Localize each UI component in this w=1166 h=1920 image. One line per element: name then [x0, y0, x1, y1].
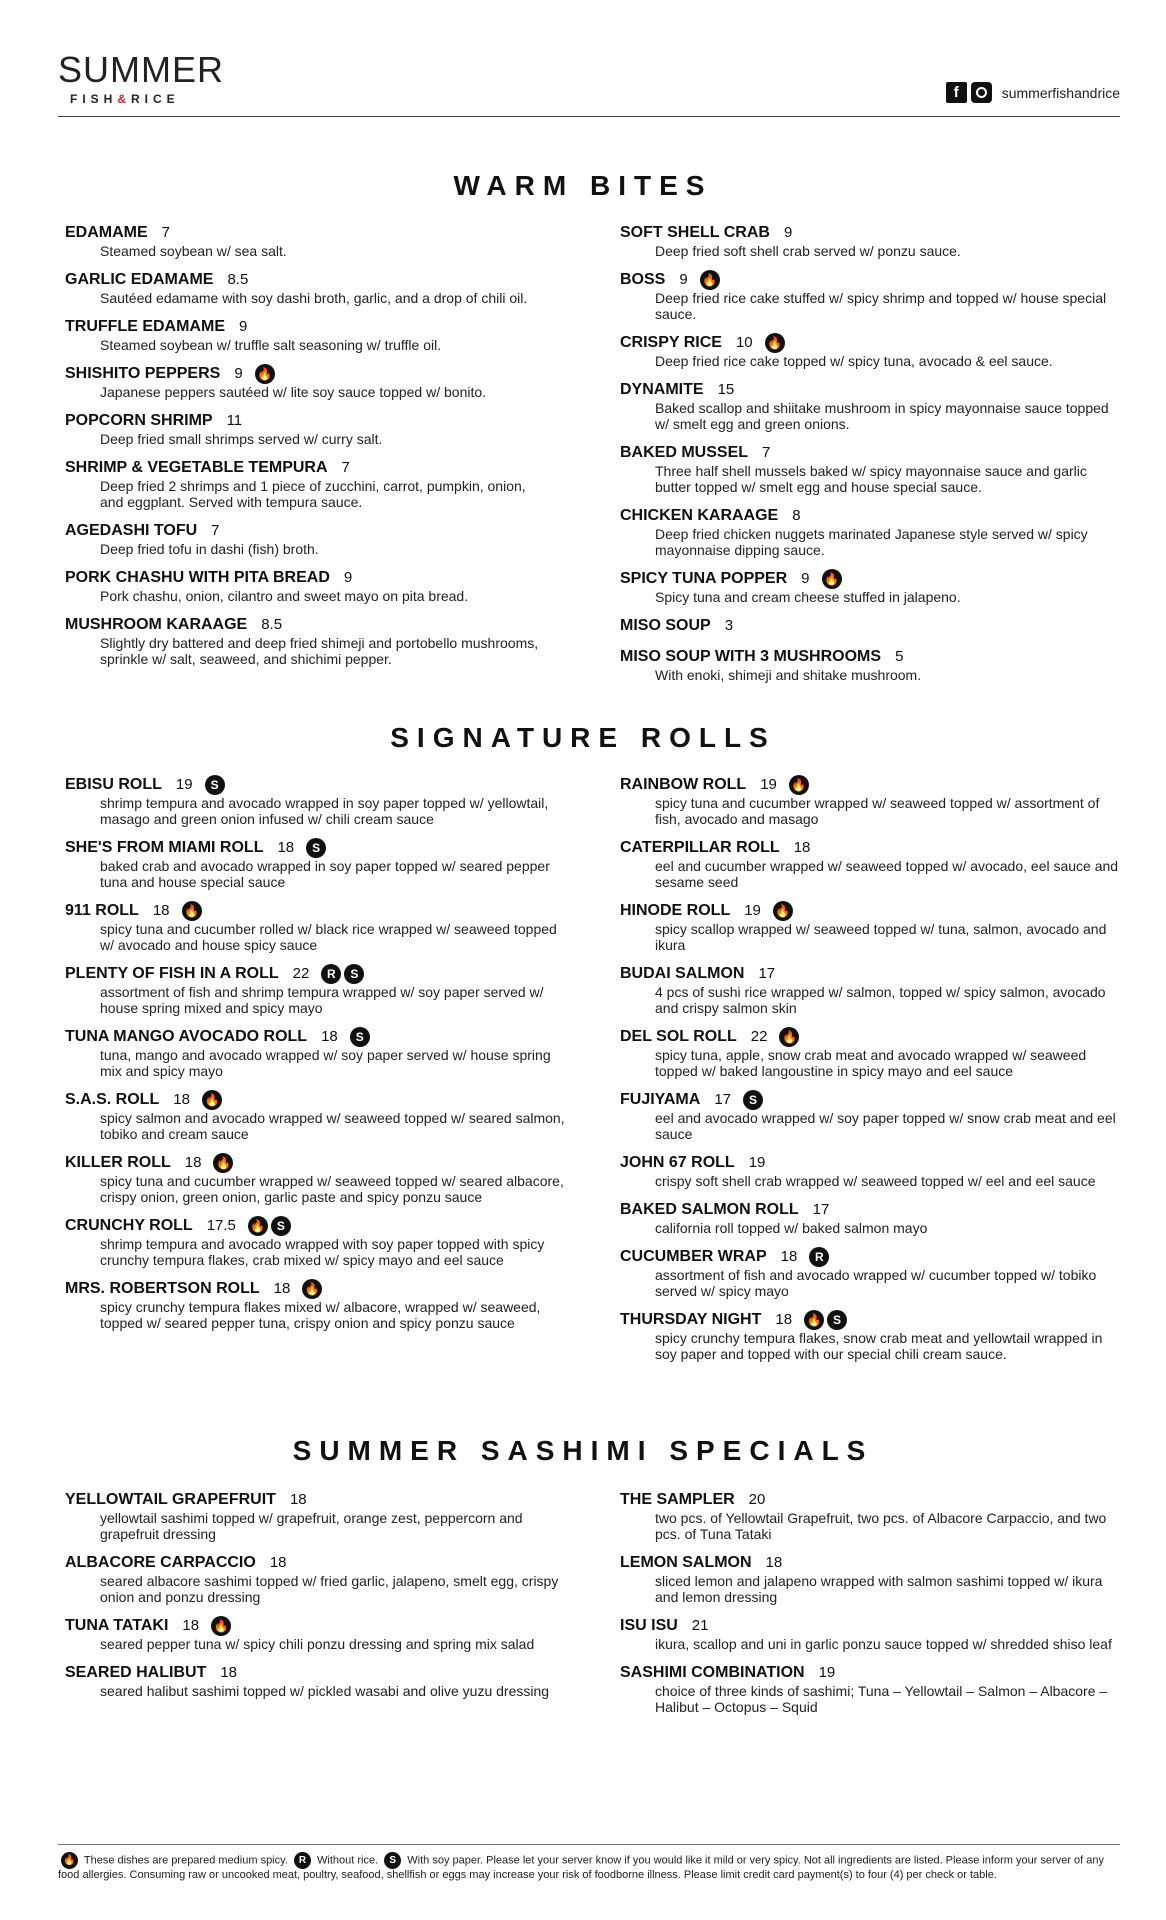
menu-item — [620, 838, 1120, 890]
menu-item-description: spicy crunchy tempura flakes mixed w/ albacore, wrapped w/ seaweed, topped w/ seared pepper tuna, crispy onion and spicy ponzu sauce — [100, 1299, 541, 1331]
menu-item-name: KILLER ROLL — [65, 1154, 171, 1171]
menu-item-description: Deep fried small shrimps served w/ curry salt. — [100, 431, 383, 447]
menu-item-description: Steamed soybean w/ truffle salt seasoning w/ truffle oil. — [100, 337, 442, 353]
menu-item-price: 9 — [783, 224, 793, 241]
menu-item-price: 8.5 — [227, 271, 249, 288]
soy-paper-icon: S — [344, 964, 364, 984]
menu-item-name: MRS. ROBERTSON ROLL — [65, 1280, 260, 1297]
menu-item-price: 18 — [775, 1311, 793, 1328]
menu-item-price: 22 — [292, 965, 310, 982]
menu-item-name: SEARED HALIBUT — [65, 1664, 207, 1681]
menu-item — [620, 1153, 1120, 1189]
soy-paper-icon: S — [743, 1090, 763, 1110]
menu-item-description: assortment of fish and avocado wrapped w/ cucumber topped w/ tobiko served w/ spicy mayo — [655, 1267, 1097, 1299]
menu-item — [620, 569, 1120, 605]
menu-item-description: california roll topped w/ baked salmon mayo — [655, 1220, 928, 1236]
spicy-icon: 🔥 — [182, 901, 202, 921]
spicy-icon: 🔥 — [61, 1852, 78, 1869]
menu-item-name: SHE'S FROM MIAMI ROLL — [65, 839, 264, 856]
menu-item-name: AGEDASHI TOFU — [65, 522, 198, 539]
menu-item-description: spicy tuna, apple, snow crab meat and avocado wrapped w/ seaweed topped w/ baked langoustine in spicy mayo and eel sauce — [655, 1047, 1087, 1079]
menu-item-price: 19 — [818, 1664, 836, 1681]
menu-item-header — [620, 1553, 1120, 1573]
menu-header — [58, 50, 1120, 117]
menu-item-header — [620, 1663, 1120, 1683]
menu-item-description: crispy soft shell crab wrapped w/ seaweed topped w/ eel and eel sauce — [655, 1173, 1096, 1189]
menu-item-price: 18 — [173, 1091, 190, 1108]
menu-item-header — [65, 1616, 570, 1636]
menu-item-description: ikura, scallop and uni in garlic ponzu sauce topped w/ shredded shiso leaf — [655, 1636, 1112, 1652]
facebook-icon[interactable]: f — [946, 82, 967, 103]
menu-item-description: assortment of fish and shrimp tempura wrapped w/ soy paper served w/ house spring mixed and spicy mayo — [100, 984, 544, 1016]
menu-item-name: DEL SOL ROLL — [620, 1028, 737, 1045]
menu-item — [65, 1663, 570, 1699]
menu-item-description: 4 pcs of sushi rice wrapped w/ salmon, topped w/ spicy salmon, avocado and crispy salmon skin — [655, 984, 1106, 1016]
menu-item-price: 5 — [895, 648, 904, 665]
menu-item — [620, 443, 1120, 495]
no-rice-icon: R — [809, 1247, 829, 1267]
menu-item — [620, 1310, 1120, 1362]
menu-item-description: two pcs. of Yellowtail Grapefruit, two pcs. of Albacore Carpaccio, and two pcs. of Tuna Tataki — [655, 1510, 1107, 1542]
menu-item — [65, 1490, 570, 1542]
menu-item-name: SHRIMP & VEGETABLE TEMPURA — [65, 459, 328, 476]
menu-item-header — [65, 1027, 570, 1047]
signature-rolls-right-column — [620, 775, 1120, 1373]
signature-rolls-title: SIGNATURE ROLLS — [390, 722, 776, 753]
spicy-icon: 🔥 — [248, 1216, 268, 1236]
menu-item — [620, 1490, 1120, 1542]
spicy-icon: 🔥 — [202, 1090, 222, 1110]
menu-item-header — [620, 1027, 1120, 1047]
menu-item-header — [65, 317, 545, 337]
menu-item-description: Deep fried 2 shrimps and 1 piece of zucchini, carrot, pumpkin, onion, and eggplant. Served with tempura sauce. — [100, 478, 526, 510]
dietary-badges — [213, 1153, 233, 1173]
menu-item — [65, 411, 545, 447]
menu-item-name: S.A.S. ROLL — [65, 1091, 160, 1108]
menu-item-header — [620, 775, 1120, 795]
menu-item-description: With enoki, shimeji and shitake mushroom. — [655, 667, 922, 683]
menu-item-header — [65, 1153, 570, 1173]
menu-item-price: 19 — [175, 776, 193, 793]
menu-item-name: EDAMAME — [65, 224, 148, 241]
menu-item-header — [65, 458, 545, 478]
dietary-badges — [822, 569, 842, 589]
menu-item-price: 20 — [748, 1491, 766, 1508]
menu-item-name: JOHN 67 ROLL — [620, 1154, 735, 1171]
menu-item-header — [65, 364, 545, 384]
menu-item-price: 9 — [679, 271, 688, 288]
spicy-icon: 🔥 — [789, 775, 809, 795]
spicy-icon: 🔥 — [213, 1153, 233, 1173]
menu-item-description: spicy tuna and cucumber wrapped w/ seaweed topped w/ assortment of fish, avocado and masago — [655, 795, 1100, 827]
menu-item-description: sliced lemon and jalapeno wrapped with salmon sashimi topped w/ ikura and lemon dressing — [655, 1573, 1103, 1605]
menu-item — [65, 775, 570, 827]
menu-item-price: 7 — [762, 444, 771, 461]
dietary-badges — [350, 1027, 370, 1047]
dietary-badges — [248, 1216, 291, 1236]
menu-item-description: eel and avocado wrapped w/ soy paper topped w/ snow crab meat and eel sauce — [655, 1110, 1116, 1142]
spicy-icon: 🔥 — [765, 333, 785, 353]
menu-item — [620, 1090, 1120, 1142]
warm-bites-left-column — [65, 223, 545, 678]
menu-item-description: spicy crunchy tempura flakes, snow crab meat and yellowtail wrapped in soy paper and topped with our special chili cream sauce. — [655, 1330, 1103, 1362]
menu-item — [65, 901, 570, 953]
menu-item-name: POPCORN SHRIMP — [65, 412, 213, 429]
menu-item-name: BAKED MUSSEL — [620, 444, 749, 461]
menu-item-price: 17 — [758, 965, 776, 982]
logo-subtitle: FISH&RICE — [70, 92, 180, 106]
menu-item-description: Pork chashu, onion, cilantro and sweet mayo on pita bread. — [100, 588, 469, 604]
dietary-badges — [700, 270, 720, 290]
menu-item-header — [65, 223, 545, 243]
menu-item-description: Deep fried rice cake stuffed w/ spicy shrimp and topped w/ house special sauce. — [655, 290, 1107, 322]
instagram-icon[interactable] — [971, 82, 992, 103]
menu-item-price: 9 — [238, 318, 248, 335]
menu-item-price: 8 — [792, 507, 801, 524]
soy-paper-icon: S — [827, 1310, 847, 1330]
menu-item-name: BAKED SALMON ROLL — [620, 1201, 799, 1218]
menu-item-header — [65, 521, 545, 541]
menu-item-price: 18 — [321, 1028, 338, 1045]
menu-item-price: 22 — [750, 1028, 768, 1045]
menu-item-header — [620, 1616, 1120, 1636]
menu-item-header — [620, 1310, 1120, 1330]
menu-item-price: 18 — [152, 902, 170, 919]
sashimi-specials-left-column — [65, 1490, 570, 1710]
menu-item — [65, 964, 570, 1016]
dietary-badges — [804, 1310, 847, 1330]
menu-item-price: 17.5 — [206, 1217, 236, 1234]
menu-item-name: CUCUMBER WRAP — [620, 1248, 767, 1265]
menu-item — [65, 1553, 570, 1605]
menu-item — [65, 1279, 570, 1331]
menu-item — [65, 1027, 570, 1079]
menu-item — [620, 964, 1120, 1016]
dietary-badges — [743, 1090, 763, 1110]
no-rice-icon: R — [321, 964, 341, 984]
menu-item-header — [620, 1200, 1120, 1220]
menu-item-description: spicy salmon and avocado wrapped w/ seaweed topped w/ seared salmon, tobiko and cream sauce — [100, 1110, 565, 1142]
menu-item-header — [65, 615, 545, 635]
menu-item-header — [65, 964, 570, 984]
menu-item-header — [620, 1247, 1120, 1267]
menu-item-description: eel and cucumber wrapped w/ seaweed topped w/ avocado, eel sauce and sesame seed — [655, 858, 1119, 890]
spicy-icon: 🔥 — [302, 1279, 322, 1299]
menu-item-header — [620, 1153, 1120, 1173]
footer-divider — [58, 1844, 1120, 1845]
menu-item-price: 18 — [289, 1491, 307, 1508]
warm-bites-right-column — [620, 223, 1120, 694]
menu-item-description: Sautéed edamame with soy dashi broth, garlic, and a drop of chili oil. — [100, 290, 528, 306]
legend-soy-paper-text: With soy paper. Please let your server know if you would like it mild or very spicy. Not all ingredients are listed. Please inform your server of any food allergies. Consuming raw or uncooked meat, poultry, seafood, shellfish or eggs may increase your risk of foodborne illness. Please limit credit card payment(s) to four (4) per check or table. — [58, 1854, 1105, 1881]
menu-item-name: YELLOWTAIL GRAPEFRUIT — [65, 1491, 276, 1508]
legend-no-rice-text: Without rice. — [317, 1854, 379, 1867]
menu-item — [65, 364, 545, 400]
menu-item-name: FUJIYAMA — [620, 1091, 701, 1108]
dietary-badges — [773, 901, 793, 921]
menu-item — [65, 270, 545, 306]
menu-item-price: 9 — [343, 569, 353, 586]
menu-item-price: 19 — [760, 776, 777, 793]
menu-item-name: SHISHITO PEPPERS — [65, 365, 221, 382]
menu-item-header — [65, 901, 570, 921]
menu-item-header — [65, 1663, 570, 1683]
menu-item-price: 18 — [780, 1248, 798, 1265]
menu-item-price: 18 — [793, 839, 811, 856]
menu-item-description: Deep fried tofu in dashi (fish) broth. — [100, 541, 319, 557]
menu-item — [65, 1090, 570, 1142]
menu-item-description: Spicy tuna and cream cheese stuffed in jalapeno. — [655, 589, 961, 605]
menu-item-name: SPICY TUNA POPPER — [620, 570, 788, 587]
menu-item-description: seared pepper tuna w/ spicy chili ponzu dressing and spring mix salad — [100, 1636, 535, 1652]
menu-item-price: 19 — [748, 1154, 766, 1171]
dietary-badges — [809, 1247, 829, 1267]
menu-item-header — [620, 380, 1120, 400]
menu-item-price: 15 — [717, 381, 735, 398]
menu-item-price: 17 — [714, 1091, 731, 1108]
menu-item — [620, 1247, 1120, 1299]
menu-item-header — [620, 647, 1120, 667]
menu-item-header — [65, 411, 545, 431]
menu-item-name: DYNAMITE — [620, 381, 704, 398]
menu-item-header — [620, 333, 1120, 353]
spicy-icon: 🔥 — [779, 1027, 799, 1047]
menu-item-header — [620, 506, 1120, 526]
menu-item-header — [620, 270, 1120, 290]
menu-item — [65, 1616, 570, 1652]
sashimi-specials-title: SUMMER SASHIMI SPECIALS — [292, 1435, 874, 1466]
dietary-badges — [202, 1090, 222, 1110]
menu-item — [620, 1200, 1120, 1236]
menu-item-price: 7 — [161, 224, 171, 241]
dietary-badges — [779, 1027, 799, 1047]
spicy-icon: 🔥 — [700, 270, 720, 290]
menu-item — [620, 223, 1120, 259]
menu-item-description: Steamed soybean w/ sea salt. — [100, 243, 287, 259]
menu-item-price: 11 — [226, 412, 243, 429]
menu-item-price: 8.5 — [261, 616, 283, 633]
menu-item-price: 9 — [234, 365, 243, 382]
menu-item-name: EBISU ROLL — [65, 776, 162, 793]
menu-item-description: Deep fried soft shell crab served w/ ponzu sauce. — [655, 243, 961, 259]
menu-item — [65, 1153, 570, 1205]
menu-item-name: 911 ROLL — [65, 902, 139, 919]
menu-item — [65, 521, 545, 557]
menu-item — [620, 380, 1120, 432]
menu-item-description: shrimp tempura and avocado wrapped in soy paper topped w/ yellowtail, masago and green onion infused w/ chili cream sauce — [100, 795, 549, 827]
logo-wordmark: SUMMER — [58, 49, 224, 90]
menu-item — [620, 333, 1120, 369]
menu-item-name: CRISPY RICE — [620, 334, 722, 351]
menu-item-description: yellowtail sashimi topped w/ grapefruit, orange zest, peppercorn and grapefruit dressing — [100, 1510, 523, 1542]
menu-item — [620, 1553, 1120, 1605]
menu-item-name: HINODE ROLL — [620, 902, 731, 919]
menu-item-header — [620, 838, 1120, 858]
menu-item-name: PORK CHASHU WITH PITA BREAD — [65, 569, 330, 586]
menu-item-header — [620, 1090, 1120, 1110]
menu-item-name: GARLIC EDAMAME — [65, 271, 214, 288]
menu-item-description: Slightly dry battered and deep fried shimeji and portobello mushrooms, sprinkle w/ salt, seaweed, and shichimi pepper. — [100, 635, 539, 667]
menu-item-header — [620, 223, 1120, 243]
menu-item-price: 17 — [812, 1201, 830, 1218]
menu-item-price: 18 — [220, 1664, 238, 1681]
menu-item-price: 18 — [765, 1554, 783, 1571]
signature-rolls-left-column — [65, 775, 570, 1342]
menu-item — [620, 647, 1120, 683]
menu-item-description: spicy tuna and cucumber wrapped w/ seaweed topped w/ seared albacore, crispy onion, green onion, garlic paste and spicy ponzu sauce — [100, 1173, 564, 1205]
dietary-badges — [789, 775, 809, 795]
menu-item-description: tuna, mango and avocado wrapped w/ soy paper served w/ house spring mix and spicy mayo — [100, 1047, 551, 1079]
menu-item-description: Deep fried rice cake topped w/ spicy tuna, avocado & eel sauce. — [655, 353, 1053, 369]
menu-item-description: seared albacore sashimi topped w/ fried garlic, jalapeno, smelt egg, crispy onion and ponzu dressing — [100, 1573, 559, 1605]
menu-item-name: CHICKEN KARAAGE — [620, 507, 779, 524]
menu-item-header — [620, 1490, 1120, 1510]
soy-paper-icon: S — [271, 1216, 291, 1236]
menu-item-price: 9 — [801, 570, 810, 587]
menu-item-price: 7 — [211, 522, 220, 539]
legend-spicy-text: These dishes are prepared medium spicy. — [83, 1854, 288, 1867]
menu-item-description: Baked scallop and shiitake mushroom in spicy mayonnaise sauce topped w/ smelt egg and green onions. — [655, 400, 1109, 432]
footer-legend — [58, 1852, 1120, 1882]
soy-paper-icon: S — [384, 1852, 401, 1869]
dietary-badges — [321, 964, 364, 984]
menu-item-name: BOSS — [620, 271, 666, 288]
menu-item-header — [65, 1279, 570, 1299]
menu-item — [620, 775, 1120, 827]
spicy-icon: 🔥 — [804, 1310, 824, 1330]
menu-item-header — [65, 1553, 570, 1573]
menu-item-price: 18 — [184, 1154, 202, 1171]
menu-item — [65, 838, 570, 890]
menu-item-header — [620, 616, 1120, 636]
menu-item-header — [65, 838, 570, 858]
menu-item-price: 18 — [273, 1280, 291, 1297]
dietary-badges — [765, 333, 785, 353]
dietary-badges — [306, 838, 326, 858]
social-links — [946, 82, 1120, 103]
menu-item — [620, 616, 1120, 636]
menu-item-name: THE SAMPLER — [620, 1491, 735, 1508]
spicy-icon: 🔥 — [773, 901, 793, 921]
menu-item — [620, 1616, 1120, 1652]
menu-item-name: BUDAI SALMON — [620, 965, 745, 982]
menu-item — [620, 1027, 1120, 1079]
menu-item-price: 3 — [724, 617, 734, 634]
menu-item-header — [620, 964, 1120, 984]
menu-item-price: 21 — [691, 1617, 709, 1634]
menu-item-name: TUNA TATAKI — [65, 1617, 169, 1634]
menu-item — [65, 568, 545, 604]
menu-item-name: TRUFFLE EDAMAME — [65, 318, 225, 335]
menu-item-description: baked crab and avocado wrapped in soy paper topped w/ seared pepper tuna and house special sauce — [100, 858, 550, 890]
menu-item-description: Deep fried chicken nuggets marinated Japanese style served w/ spicy mayonnaise dipping sauce. — [655, 526, 1088, 558]
menu-item-name: MISO SOUP WITH 3 MUSHROOMS — [620, 648, 882, 665]
soy-paper-icon: S — [205, 775, 225, 795]
menu-item-header — [65, 568, 545, 588]
no-rice-icon: R — [294, 1852, 311, 1869]
menu-item-name: RAINBOW ROLL — [620, 776, 747, 793]
menu-item-name: MISO SOUP — [620, 617, 711, 634]
soy-paper-icon: S — [306, 838, 326, 858]
menu-item — [65, 458, 545, 510]
menu-item-header — [65, 270, 545, 290]
menu-item-price: 19 — [744, 902, 761, 919]
menu-item-description: shrimp tempura and avocado wrapped with soy paper topped with spicy crunchy tempura flakes, crab mixed w/ spicy mayo and eel sauce — [100, 1236, 545, 1268]
menu-item-header — [65, 1490, 570, 1510]
social-handle[interactable]: summerfishandrice — [1001, 84, 1120, 101]
menu-item-description: seared halibut sashimi topped w/ pickled wasabi and olive yuzu dressing — [100, 1683, 550, 1699]
spicy-icon: 🔥 — [255, 364, 275, 384]
menu-item-name: MUSHROOM KARAAGE — [65, 616, 248, 633]
dietary-badges — [302, 1279, 322, 1299]
dietary-badges — [211, 1616, 231, 1636]
menu-item — [65, 223, 545, 259]
menu-item-description: spicy tuna and cucumber rolled w/ black rice wrapped w/ seaweed topped w/ avocado and house spicy sauce — [100, 921, 557, 953]
menu-item-header — [620, 569, 1120, 589]
menu-item-price: 18 — [277, 839, 295, 856]
menu-item-header — [620, 901, 1120, 921]
dietary-badges — [255, 364, 275, 384]
menu-item — [620, 270, 1120, 322]
menu-item — [620, 1663, 1120, 1715]
warm-bites-title: WARM BITES — [453, 170, 713, 201]
menu-item — [620, 506, 1120, 558]
menu-item-name: SOFT SHELL CRAB — [620, 224, 770, 241]
menu-item-name: THURSDAY NIGHT — [620, 1311, 762, 1328]
menu-item — [65, 317, 545, 353]
menu-item-header — [620, 443, 1120, 463]
menu-item — [65, 1216, 570, 1268]
menu-item-description: Japanese peppers sautéed w/ lite soy sauce topped w/ bonito. — [100, 384, 487, 400]
menu-item-description: choice of three kinds of sashimi; Tuna – Yellowtail – Salmon – Albacore – Halibut – Octopus – Squid — [655, 1683, 1108, 1715]
menu-item-price: 18 — [269, 1554, 287, 1571]
menu-item-name: LEMON SALMON — [620, 1554, 752, 1571]
menu-item-name: CRUNCHY ROLL — [65, 1217, 193, 1234]
sashimi-specials-right-column — [620, 1490, 1120, 1726]
menu-item-price: 10 — [735, 334, 753, 351]
menu-item-price: 18 — [182, 1617, 200, 1634]
menu-item-name: TUNA MANGO AVOCADO ROLL — [65, 1028, 308, 1045]
spicy-icon: 🔥 — [822, 569, 842, 589]
menu-item-price: 7 — [341, 459, 350, 476]
dietary-badges — [182, 901, 202, 921]
menu-item — [65, 615, 545, 667]
menu-item — [620, 901, 1120, 953]
menu-item-header — [65, 1090, 570, 1110]
menu-item-description: spicy scallop wrapped w/ seaweed topped w/ tuna, salmon, avocado and ikura — [655, 921, 1107, 953]
menu-item-name: ISU ISU — [620, 1617, 678, 1634]
menu-item-name: CATERPILLAR ROLL — [620, 839, 780, 856]
menu-item-header — [65, 775, 570, 795]
menu-item-description: Three half shell mussels baked w/ spicy mayonnaise sauce and garlic butter topped w/ smelt egg and house special sauce. — [655, 463, 1087, 495]
menu-item-name: ALBACORE CARPACCIO — [65, 1554, 256, 1571]
menu-item-name: PLENTY OF FISH IN A ROLL — [65, 965, 279, 982]
spicy-icon: 🔥 — [211, 1616, 231, 1636]
dietary-badges — [205, 775, 225, 795]
menu-item-header — [65, 1216, 570, 1236]
menu-item-name: SASHIMI COMBINATION — [620, 1664, 805, 1681]
soy-paper-icon: S — [350, 1027, 370, 1047]
